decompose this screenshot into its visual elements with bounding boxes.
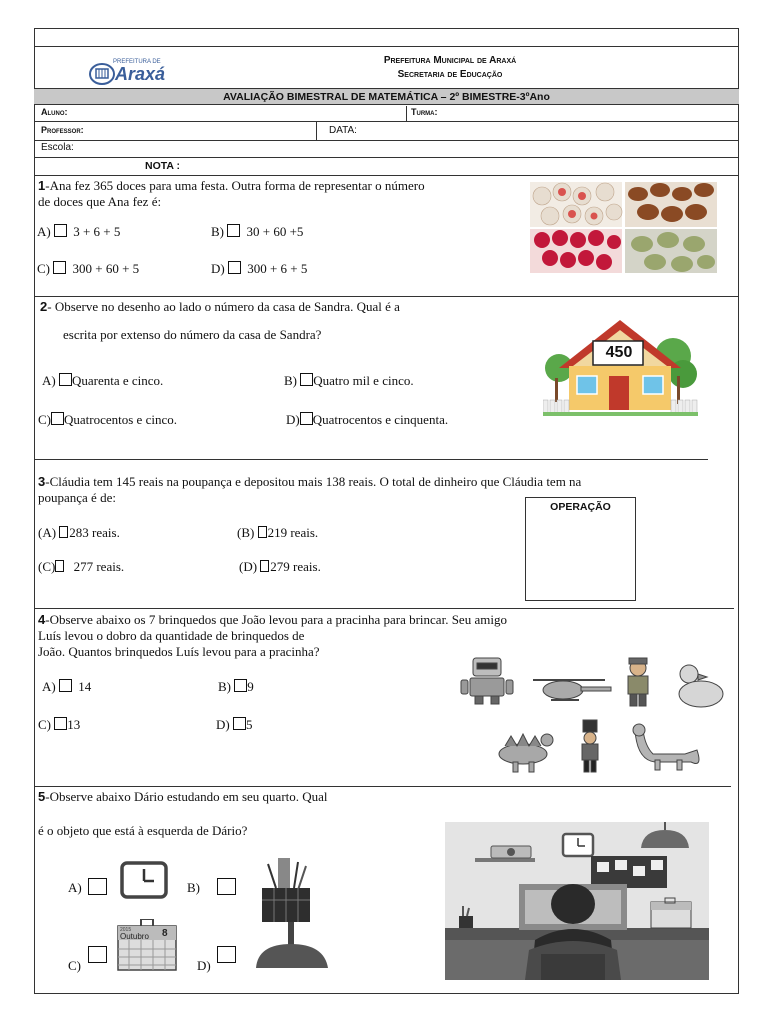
operacao-box[interactable] <box>525 497 636 601</box>
house-illustration <box>543 316 698 416</box>
professor-label: Professor: <box>41 125 84 135</box>
q1-option-a[interactable]: A) 3 + 6 + 5 <box>37 224 121 239</box>
secretaria-line: Secretaria de Educação <box>397 69 503 80</box>
q2-checkbox-d[interactable] <box>300 412 313 425</box>
q2-option-b[interactable]: B) Quatro mil e cinco. <box>284 373 414 388</box>
q4-statement: 4-Observe abaixo os 7 brinquedos que João levou para a pracinha para brincar. Seu amigo Luís levou o dobro da quantidade de brinquedos de João. Quantos brinquedos Luís levou para a pracinha? <box>38 612 507 659</box>
q3-checkbox-b[interactable] <box>258 526 267 538</box>
duck-toy-icon <box>679 665 723 707</box>
araxa-logo: PREFEITURA DE Araxá <box>88 62 172 86</box>
robot-toy-icon <box>461 658 513 704</box>
pencil-holder-lamp-icon <box>254 858 330 970</box>
q2-statement-2: escrita por extenso do número da casa de Sandra? <box>63 327 322 342</box>
q3-statement: 3-Cláudia tem 145 reais na poupança e depositou mais 138 reais. O total de dinheiro que Cláudia tem na poupança é de: <box>38 474 582 505</box>
q5-checkbox-b[interactable] <box>217 878 236 895</box>
q4-checkbox-d[interactable] <box>233 717 246 730</box>
helicopter-toy-icon <box>533 680 611 700</box>
house-number: 450 <box>605 344 633 361</box>
q5-option-d-letter: D) <box>197 958 211 973</box>
long-neck-dinosaur-icon <box>633 724 699 770</box>
q1-checkbox-b[interactable] <box>227 224 240 237</box>
calendar-icon: 2015 Outubro 8 <box>117 919 177 971</box>
clock-icon <box>120 861 168 899</box>
prefeitura-line: Prefeitura Municipal de Araxá <box>383 55 517 66</box>
q2-option-c[interactable]: C) Quatrocentos e cinco. <box>38 412 177 427</box>
q1-statement: 1-Ana fez 365 doces para uma festa. Outra forma de representar o número de doces que Ana fez é: <box>38 178 425 209</box>
turma-label: Turma: <box>411 107 438 117</box>
operacao-label: OPERAÇÃO <box>550 501 611 513</box>
q2-statement: 2- Observe no desenho ao lado o número da casa de Sandra. Qual é a <box>40 299 400 314</box>
toys-illustration <box>455 650 727 778</box>
turma-field[interactable] <box>450 108 730 120</box>
dinosaur-toy-icon <box>499 734 553 772</box>
q5-checkbox-c[interactable] <box>88 946 107 963</box>
nutcracker-toy-icon <box>582 720 598 772</box>
q2-checkbox-a[interactable] <box>59 373 72 386</box>
q5-checkbox-d[interactable] <box>217 946 236 963</box>
aluno-label: Aluno: <box>41 107 68 117</box>
soldier-toy-icon <box>628 658 648 706</box>
logo-text: Araxá <box>115 64 166 84</box>
q5-option-a-letter: A) <box>68 880 82 895</box>
data-label: DATA: <box>329 125 357 136</box>
sweets-photo <box>530 182 717 273</box>
professor-field[interactable] <box>95 124 310 138</box>
q3-option-c[interactable]: (C) 277 reais. <box>38 559 125 574</box>
title-bar <box>34 89 739 105</box>
q5-statement-2: é o objeto que está à esquerda de Dário? <box>38 823 248 838</box>
q3-option-a[interactable]: (A) 283 reais. <box>38 525 120 540</box>
q4-option-b[interactable]: B) 9 <box>218 679 254 694</box>
q1-checkbox-d[interactable] <box>228 261 241 274</box>
q3-checkbox-d[interactable] <box>260 560 269 572</box>
header-top-rule <box>34 46 739 47</box>
q4-option-d[interactable]: D) 5 <box>216 717 253 732</box>
q1-checkbox-a[interactable] <box>54 224 67 237</box>
q3-checkbox-c[interactable] <box>55 560 64 572</box>
escola-label: Escola: <box>41 142 74 153</box>
q2-checkbox-c[interactable] <box>51 412 64 425</box>
q5-option-c-letter: C) <box>68 958 81 973</box>
q4-option-c[interactable]: C) 13 <box>38 717 81 732</box>
q5-checkbox-a[interactable] <box>88 878 107 895</box>
q4-checkbox-c[interactable] <box>54 717 67 730</box>
q1-checkbox-c[interactable] <box>53 261 66 274</box>
aluno-field[interactable] <box>80 108 400 120</box>
q4-option-a[interactable]: A) 14 <box>42 679 92 694</box>
exam-title: AVALIAÇÃO BIMESTRAL DE MATEMÁTICA – 2º BIMESTRE-3ºAno <box>223 91 550 103</box>
room-illustration <box>445 822 709 980</box>
q2-option-a[interactable]: A) Quarenta e cinco. <box>42 373 164 388</box>
q3-option-d[interactable]: (D) 279 reais. <box>239 559 321 574</box>
q4-checkbox-a[interactable] <box>59 679 72 692</box>
nota-label: NOTA : <box>145 160 180 172</box>
data-field[interactable] <box>365 124 725 138</box>
q3-option-b[interactable]: (B) 219 reais. <box>237 525 319 540</box>
q1-option-d[interactable]: D) 300 + 6 + 5 <box>211 261 308 276</box>
q2-option-d[interactable]: D) Quatrocentos e cinquenta. <box>286 412 449 427</box>
q4-checkbox-b[interactable] <box>234 679 247 692</box>
q3-checkbox-a[interactable] <box>59 526 68 538</box>
logo-emblem-icon <box>88 62 116 86</box>
escola-field[interactable] <box>80 142 730 156</box>
q1-option-c[interactable]: C) 300 + 60 + 5 <box>37 261 140 276</box>
q5-option-b-letter: B) <box>187 880 200 895</box>
q1-option-b[interactable]: B) 30 + 60 +5 <box>211 224 304 239</box>
q2-checkbox-b[interactable] <box>300 373 313 386</box>
q5-statement: 5-Observe abaixo Dário estudando em seu quarto. Qual <box>38 789 328 804</box>
